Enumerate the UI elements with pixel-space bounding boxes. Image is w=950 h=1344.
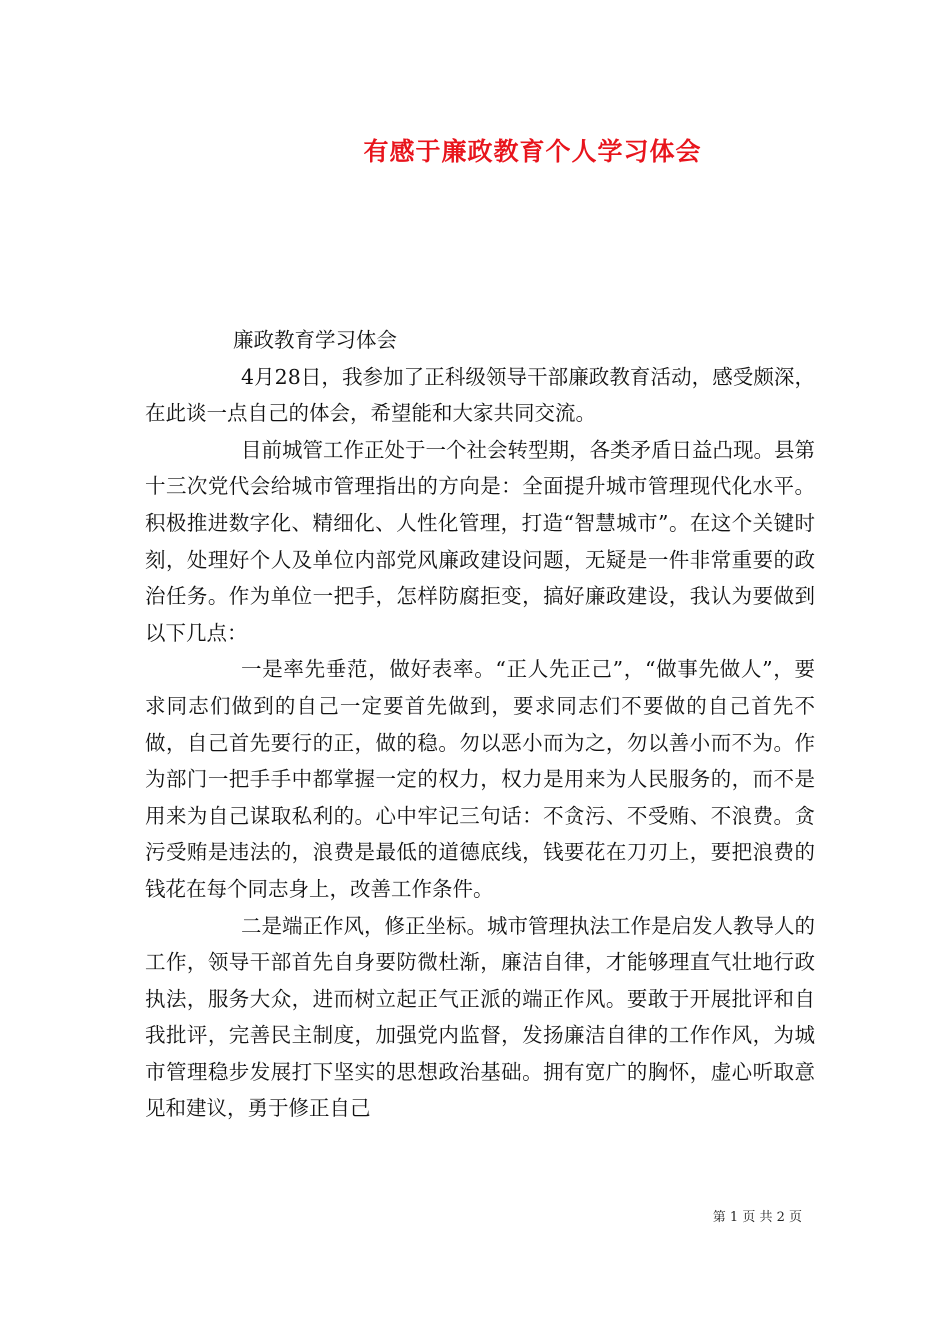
section-heading: 廉政教育学习体会 <box>233 328 397 352</box>
paragraph-point-one: 一是率先垂范，做好表率。“正人先正己”，“做事先做人”，要求同志们做到的自己一定要首先做到，要求同志们不要做的自己首先不做，自己首先要行的正，做的稳。勿以恶小而为之，勿以善小而不为。作为部门一把手手中都掌握一定的权力，权力是用来为人民服务的，而不是用来为自己谋取私利的。心中牢记三句话：不贪污、不受贿、不浪费。贪污受贿是违法的，浪费是最低的道德底线，钱要花在刀刃上，要把浪费的钱花在每个同志身上，改善工作条件。 <box>145 657 815 901</box>
paragraph-intro: 4月28日，我参加了正科级领导干部廉政教育活动，感受颇深，在此谈一点自己的体会，希望能和大家共同交流。 <box>145 364 815 426</box>
paragraph-context: 目前城管工作正处于一个社会转型期，各类矛盾日益凸现。县第十三次党代会给城市管理指出的方向是：全面提升城市管理现代化水平。积极推进数字化、精细化、人性化管理，打造“智慧城市”。在这个关键时刻，处理好个人及单位内部党风廉政建设问题，无疑是一件非常重要的政治任务。作为单位一把手，怎样防腐拒变，搞好廉政建设，我认为要做到以下几点： <box>145 437 815 645</box>
document-title: 有感于廉政教育个人学习体会 <box>363 137 702 166</box>
page-number: 第 1 页 共 2 页 <box>712 1210 802 1225</box>
paragraph-point-two: 二是端正作风，修正坐标。城市管理执法工作是启发人教导人的工作，领导干部首先自身要防微杜渐，廉洁自律，才能够理直气壮地行政执法，服务大众，进而树立起正气正派的端正作风。要敢于开展批评和自我批评，完善民主制度，加强党内监督，发扬廉洁自律的工作作风，为城市管理稳步发展打下坚实的思想政治基础。拥有宽广的胸怀，虚心听取意见和建议，勇于修正自己 <box>145 913 815 1121</box>
document-body <box>145 322 815 1127</box>
